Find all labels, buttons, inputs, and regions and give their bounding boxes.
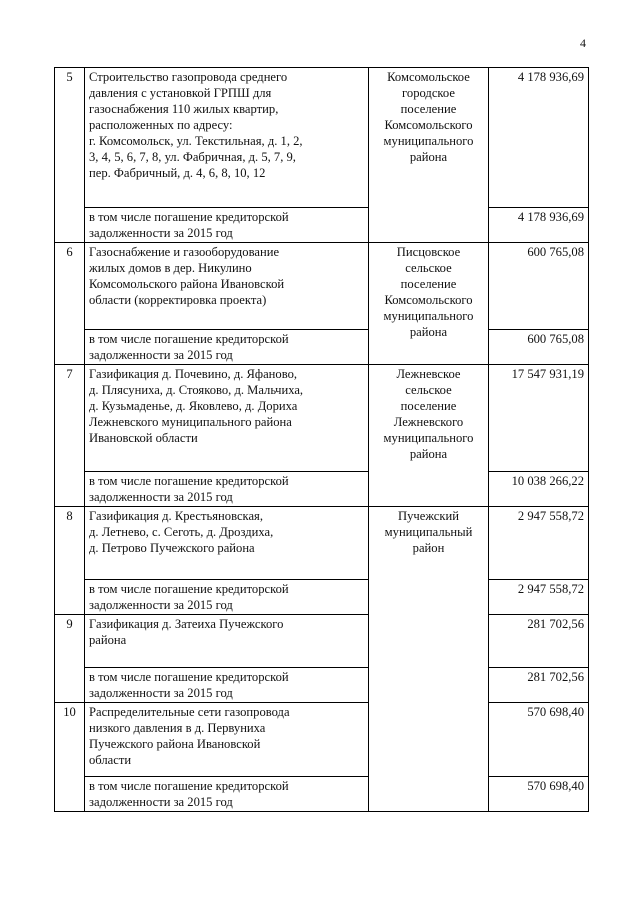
row-number: 6: [55, 243, 85, 365]
debt-repayment-label: в том числе погашение кредиторской задолженности за 2015 год: [85, 580, 369, 615]
amount-cell: 600 765,08: [489, 243, 589, 330]
table-row: [55, 243, 589, 330]
object-description: Газоснабжение и газооборудование жилых домов в дер. Никулино Комсомольского района Ивановской области (корректировка проекта): [85, 243, 369, 330]
row-number: 8: [55, 507, 85, 615]
row-number: 9: [55, 615, 85, 703]
page-number: 4: [580, 36, 586, 50]
debt-repayment-label: в том числе погашение кредиторской задолженности за 2015 год: [85, 777, 369, 812]
amount-cell: 17 547 931,19: [489, 365, 589, 472]
table-row: [55, 507, 589, 580]
amount-cell: 281 702,56: [489, 615, 589, 668]
debt-repayment-label: в том числе погашение кредиторской задолженности за 2015 год: [85, 208, 369, 243]
municipality-cell: Писцовское сельское поселение Комсомольского муниципального района: [369, 243, 489, 365]
amount-cell: 2 947 558,72: [489, 507, 589, 580]
table-row: [55, 580, 589, 615]
amount-cell: 4 178 936,69: [489, 68, 589, 208]
debt-repayment-amount: 570 698,40: [489, 777, 589, 812]
table-row: [55, 330, 589, 365]
municipality-cell: Комсомольское городское поселение Комсомольского муниципального района: [369, 68, 489, 243]
amount-cell: 570 698,40: [489, 703, 589, 777]
table-row: [55, 668, 589, 703]
debt-repayment-amount: 600 765,08: [489, 330, 589, 365]
table-row: [55, 472, 589, 507]
object-description: Распределительные сети газопровода низкого давления в д. Первуниха Пучежского района Ивановской области: [85, 703, 369, 777]
table-row: [55, 68, 589, 208]
debt-repayment-amount: 4 178 936,69: [489, 208, 589, 243]
object-description: Газификация д. Крестьяновская, д. Летнево, с. Сеготь, д. Дроздиха, д. Петрово Пучежского района: [85, 507, 369, 580]
table-row: [55, 777, 589, 812]
debt-repayment-amount: 10 038 266,22: [489, 472, 589, 507]
object-description: Строительство газопровода среднего давления с установкой ГРПШ для газоснабжения 110 жилых квартир, расположенных по адресу: г. Комсомольск, ул. Текстильная, д. 1, 2, 3, 4, 5, 6, 7, 8, ул. Фабричная, д. 5, 7, 9, пер. Фабричный, д. 4, 6, 8, 10, 12: [85, 68, 369, 208]
row-number: 5: [55, 68, 85, 243]
debt-repayment-label: в том числе погашение кредиторской задолженности за 2015 год: [85, 472, 369, 507]
row-number: 7: [55, 365, 85, 507]
table-row: [55, 615, 589, 668]
municipality-cell: Лежневское сельское поселение Лежневского муниципального района: [369, 365, 489, 507]
debt-repayment-amount: 281 702,56: [489, 668, 589, 703]
financing-table: [54, 67, 589, 812]
row-number: 10: [55, 703, 85, 812]
debt-repayment-label: в том числе погашение кредиторской задолженности за 2015 год: [85, 668, 369, 703]
table-row: [55, 365, 589, 472]
debt-repayment-label: в том числе погашение кредиторской задолженности за 2015 год: [85, 330, 369, 365]
object-description: Газификация д. Почевино, д. Яфаново, д. Плясуниха, д. Стояково, д. Мальчиха, д. Кузьмаденье, д. Яковлево, д. Дориха Лежневского муниципального района Ивановской области: [85, 365, 369, 472]
debt-repayment-amount: 2 947 558,72: [489, 580, 589, 615]
table-row: [55, 703, 589, 777]
object-description: Газификация д. Затеиха Пучежского района: [85, 615, 369, 668]
municipality-cell: Пучежский муниципальный район: [369, 507, 489, 812]
table-row: [55, 208, 589, 243]
